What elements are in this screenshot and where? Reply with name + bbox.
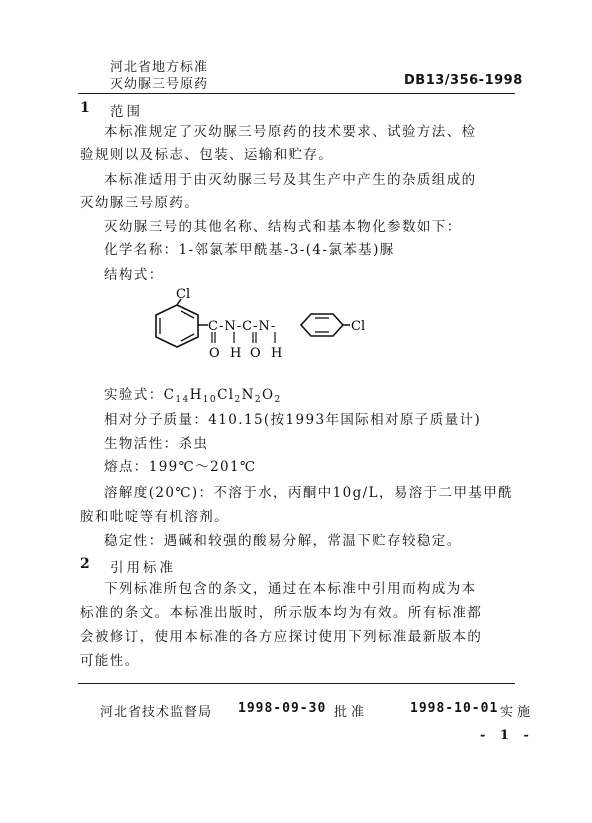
formula-subscript: 10 xyxy=(202,395,218,405)
approval-label: 批准 xyxy=(334,705,369,720)
stability: 稳定性：遇碱和较强的酸易分解，常温下贮存较稳定。 xyxy=(104,533,462,549)
formula-symbol: Cl xyxy=(217,387,235,403)
hydrogen-2: H xyxy=(271,346,283,361)
scope-paragraph-3: 灭幼脲三号的其他名称、结构式和基本物化参数如下： xyxy=(104,219,462,235)
formula-subscript: 2 xyxy=(254,395,263,405)
hydrogen-1: H xyxy=(230,346,242,361)
formula-label: 实验式： xyxy=(104,387,164,403)
scope-paragraph-2-line-1: 本标准适用于由灭幼脲三号及其生产中产生的杂质组成的 xyxy=(104,172,477,188)
standard-code: DB13/356-1998 xyxy=(404,73,523,88)
formula-symbol: O xyxy=(262,387,275,403)
scope-paragraph-2-line-2: 灭幼脲三号原药。 xyxy=(80,195,200,211)
approving-authority: 河北省技术监督局 xyxy=(100,705,213,720)
structure-label: 结构式： xyxy=(104,267,164,283)
effective-label: 实施 xyxy=(500,705,535,720)
melting-point: 熔点：199℃～201℃ xyxy=(104,459,257,475)
oxygen-1: O xyxy=(209,346,220,361)
header-rule xyxy=(78,93,515,94)
references-line-1: 下列标准所包含的条文，通过在本标准中引用而构成为本 xyxy=(104,581,477,597)
molecular-weight: 相对分子质量：410.15(按1993年国际相对原子质量计) xyxy=(104,412,482,428)
oxygen-2: O xyxy=(250,346,261,361)
formula-subscript: 2 xyxy=(274,395,282,405)
chlorine-right: Cl xyxy=(351,319,366,334)
references-line-2: 标准的条文。本标准出版时，所示版本均为有效。所有标准都 xyxy=(80,605,483,621)
scope-paragraph-1-line-1: 本标准规定了灭幼脲三号原药的技术要求、试验方法、检 xyxy=(104,124,477,140)
issuer-label: 河北省地方标准 xyxy=(110,60,209,75)
scope-paragraph-1-line-2: 验规则以及标志、包装、运输和贮存。 xyxy=(80,147,334,163)
chemical-name: 化学名称：1-邻氯苯甲酰基-3-(4-氯苯基)脲 xyxy=(104,242,395,258)
urea-chain: C-N-C-N- xyxy=(208,319,277,334)
section-1-number: 1 xyxy=(80,100,90,116)
formula-subscript: 14 xyxy=(175,395,190,405)
section-2-title: 引用标准 xyxy=(110,560,176,576)
references-line-4: 可能性。 xyxy=(80,653,140,669)
solubility-line-2: 胺和吡啶等有机溶剂。 xyxy=(80,509,229,525)
formula-symbol: C xyxy=(163,387,176,403)
formula-symbol: H xyxy=(189,387,203,403)
page-number: - 1 - xyxy=(480,728,534,743)
chlorine-top: Cl xyxy=(176,287,191,302)
footer-rule xyxy=(78,683,515,684)
benzene-ring-left xyxy=(156,305,198,347)
references-line-3: 会被修订，使用本标准的各方应探讨使用下列标准最新版本的 xyxy=(80,629,483,645)
formula-subscript: 2 xyxy=(234,395,242,405)
approval-date: 1998-09-30 xyxy=(238,701,327,716)
structural-formula xyxy=(140,285,390,365)
effective-date: 1998-10-01 xyxy=(410,701,499,716)
formula-symbol: N xyxy=(241,387,255,403)
standard-title: 灭幼脲三号原药 xyxy=(110,77,209,92)
solubility-line-1: 溶解度(20℃)：不溶于水，丙酮中10g/L，易溶于二甲基甲酰 xyxy=(104,485,514,501)
biological-activity: 生物活性：杀虫 xyxy=(104,436,209,452)
section-1-title: 范围 xyxy=(110,104,143,120)
section-2-number: 2 xyxy=(80,556,90,572)
benzene-ring-right xyxy=(301,314,343,336)
empirical-formula xyxy=(104,385,534,406)
